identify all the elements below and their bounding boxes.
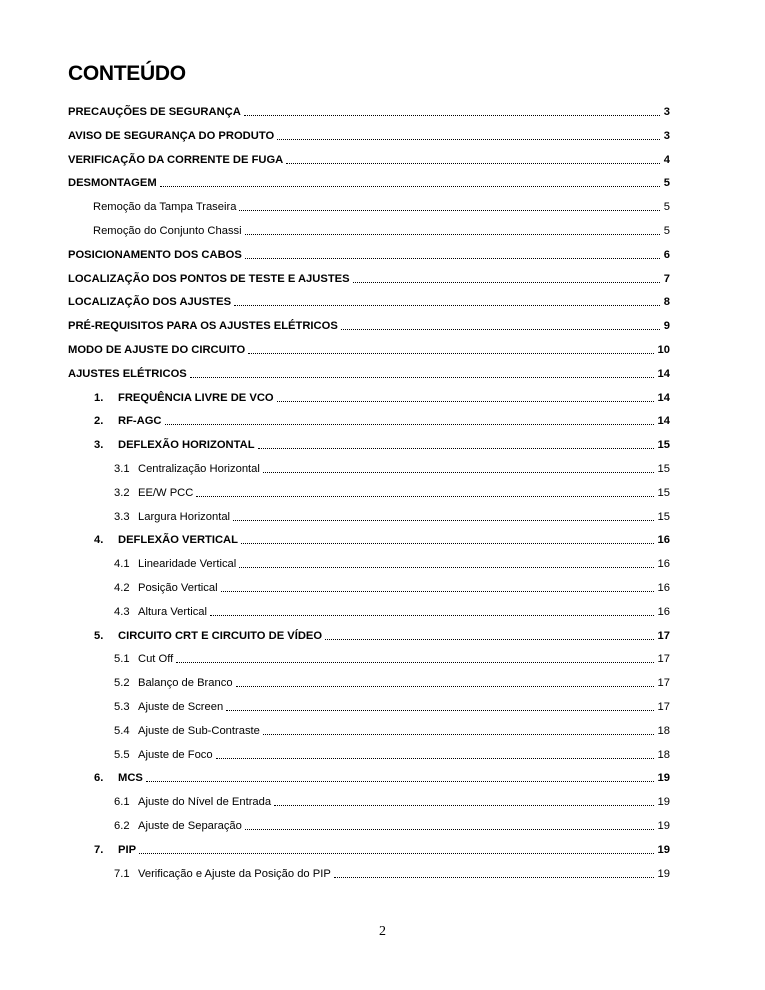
toc-entry bbox=[114, 720, 670, 738]
toc-entry-page: 18 bbox=[657, 748, 670, 761]
toc-entry-page: 9 bbox=[663, 320, 670, 333]
dot-leader bbox=[334, 877, 654, 878]
toc-entry-number: 3. bbox=[94, 439, 104, 452]
toc-entry bbox=[68, 125, 670, 143]
toc-entry-label: VERIFICAÇÃO DA CORRENTE DE FUGA bbox=[68, 153, 284, 166]
dot-leader bbox=[353, 282, 660, 283]
toc-entry-number: 3.3 bbox=[114, 510, 130, 523]
toc-entry bbox=[114, 577, 670, 595]
dot-leader bbox=[277, 401, 654, 402]
toc-entry-page: 5 bbox=[663, 225, 670, 237]
toc-entry-page: 17 bbox=[657, 677, 670, 690]
toc-entry-label: Largura Horizontal bbox=[138, 510, 231, 523]
toc-entry bbox=[114, 744, 670, 762]
toc-entry bbox=[114, 672, 670, 690]
toc-entry-label: DEFLEXÃO VERTICAL bbox=[118, 534, 238, 547]
toc-entry-label: Ajuste de Screen bbox=[138, 701, 224, 713]
toc-entry-page: 17 bbox=[657, 629, 670, 642]
toc-entry-label: Ajuste do Nível de Entrada bbox=[138, 796, 272, 809]
toc-entry-number: 7. bbox=[94, 843, 104, 856]
toc-entry-label: AVISO DE SEGURANÇA DO PRODUTO bbox=[68, 129, 275, 142]
toc-entry-page: 15 bbox=[657, 463, 670, 475]
toc-entry-number: 4. bbox=[94, 534, 104, 547]
toc-entry-page: 18 bbox=[657, 724, 670, 737]
toc-entry-page: 14 bbox=[657, 391, 670, 404]
page-title: CONTEÚDO bbox=[68, 62, 186, 85]
toc-entry bbox=[114, 553, 670, 571]
toc-entry-label: EE/W PCC bbox=[138, 486, 194, 499]
toc-entry-page: 16 bbox=[657, 582, 670, 594]
dot-leader bbox=[216, 758, 654, 759]
toc-entry-page: 19 bbox=[657, 843, 670, 856]
toc-entry bbox=[68, 244, 670, 262]
dot-leader bbox=[245, 234, 660, 235]
toc-entry bbox=[68, 172, 670, 190]
toc-entry-label: Ajuste de Separação bbox=[138, 820, 242, 832]
toc-entry-page: 8 bbox=[663, 296, 670, 309]
toc-entry bbox=[114, 458, 670, 476]
toc-entry-label: POSICIONAMENTO DOS CABOS bbox=[68, 248, 242, 261]
toc-entry-number: 6.1 bbox=[114, 796, 130, 809]
toc-entry bbox=[114, 815, 670, 833]
toc-entry bbox=[94, 529, 670, 547]
toc-entry-page: 19 bbox=[657, 820, 670, 832]
toc-entry-label: DESMONTAGEM bbox=[68, 177, 157, 190]
dot-leader bbox=[239, 210, 659, 211]
dot-leader bbox=[241, 543, 654, 544]
dot-leader bbox=[226, 710, 653, 711]
dot-leader bbox=[258, 448, 654, 449]
toc-entry-number: 1. bbox=[94, 391, 104, 404]
toc-entry bbox=[93, 196, 670, 214]
toc-entry-label: RF-AGC bbox=[118, 415, 162, 428]
toc-entry-number: 3.1 bbox=[114, 463, 130, 475]
toc-entry-label: Cut Off bbox=[138, 653, 174, 666]
toc-entry-page: 7 bbox=[663, 272, 670, 285]
toc-entry-number: 3.2 bbox=[114, 486, 130, 499]
dot-leader bbox=[196, 496, 653, 497]
toc-entry-label: CIRCUITO CRT E CIRCUITO DE VÍDEO bbox=[118, 629, 323, 642]
toc-entry-number: 6.2 bbox=[114, 820, 130, 832]
toc-entry-page: 15 bbox=[657, 510, 670, 523]
toc-entry-number: 5.2 bbox=[114, 677, 130, 690]
toc-entry-page: 17 bbox=[657, 701, 670, 713]
toc-entry-label: Verificação e Ajuste da Posição do PIP bbox=[138, 867, 331, 880]
toc-entry-label: PRÉ-REQUISITOS PARA OS AJUSTES ELÉTRICOS bbox=[68, 320, 338, 333]
toc-entry-label: Ajuste de Foco bbox=[138, 748, 213, 761]
dot-leader bbox=[233, 520, 654, 521]
dot-leader bbox=[221, 591, 654, 592]
toc-entry-number: 7.1 bbox=[114, 867, 130, 880]
dot-leader bbox=[248, 353, 653, 354]
dot-leader bbox=[190, 377, 654, 378]
toc-entry-label: Balanço de Branco bbox=[138, 677, 233, 690]
toc-entry bbox=[94, 434, 670, 452]
toc-entry-page: 15 bbox=[657, 439, 670, 452]
toc-entry-number: 5.4 bbox=[114, 724, 130, 737]
toc-entry-label: Linearidade Vertical bbox=[138, 558, 237, 571]
page-number: 2 bbox=[379, 924, 386, 939]
dot-leader bbox=[274, 805, 653, 806]
toc-entry-number: 4.3 bbox=[114, 605, 130, 618]
toc-entry bbox=[94, 410, 670, 428]
toc-entry-number: 2. bbox=[94, 415, 104, 428]
toc-entry bbox=[93, 220, 670, 238]
toc-entry-label: Remoção da Tampa Traseira bbox=[93, 201, 237, 214]
toc-entry-number: 5.3 bbox=[114, 701, 130, 713]
dot-leader bbox=[263, 734, 654, 735]
toc-entry-label: PRECAUÇÕES DE SEGURANÇA bbox=[68, 106, 241, 118]
toc-entry-page: 4 bbox=[663, 153, 670, 166]
toc-entry bbox=[114, 482, 670, 500]
dot-leader bbox=[165, 424, 654, 425]
dot-leader bbox=[263, 472, 654, 473]
toc-entry bbox=[114, 791, 670, 809]
toc-entry-page: 16 bbox=[657, 605, 670, 618]
dot-leader bbox=[325, 639, 653, 640]
dot-leader bbox=[244, 115, 660, 116]
toc-entry bbox=[94, 387, 670, 405]
toc-entry-page: 16 bbox=[657, 534, 670, 547]
dot-leader bbox=[234, 305, 660, 306]
toc-entry-label: PIP bbox=[118, 843, 137, 856]
toc-entry bbox=[68, 101, 670, 119]
toc-entry bbox=[114, 863, 670, 881]
toc-entry-page: 3 bbox=[663, 129, 670, 142]
toc-entry-number: 5.1 bbox=[114, 653, 130, 666]
toc-entry-page: 19 bbox=[657, 867, 670, 880]
toc-entry bbox=[94, 767, 670, 785]
toc-entry-page: 5 bbox=[663, 177, 670, 190]
dot-leader bbox=[210, 615, 654, 616]
toc-entry-number: 6. bbox=[94, 772, 104, 785]
toc-entry-page: 6 bbox=[663, 248, 670, 261]
dot-leader bbox=[341, 329, 660, 330]
toc-entry bbox=[68, 149, 670, 167]
toc-entry-page: 15 bbox=[657, 486, 670, 499]
toc-entry-label: LOCALIZAÇÃO DOS AJUSTES bbox=[68, 296, 232, 309]
toc-entry-label: Altura Vertical bbox=[138, 605, 208, 618]
toc-entry bbox=[68, 291, 670, 309]
toc-entry-page: 17 bbox=[657, 653, 670, 666]
dot-leader bbox=[176, 662, 653, 663]
dot-leader bbox=[245, 258, 660, 259]
dot-leader bbox=[160, 186, 660, 187]
toc-entry-page: 5 bbox=[663, 201, 670, 214]
toc-entry bbox=[114, 648, 670, 666]
toc-entry-label: Remoção do Conjunto Chassi bbox=[93, 225, 242, 237]
toc-entry bbox=[68, 268, 670, 286]
toc-entry-page: 19 bbox=[657, 796, 670, 809]
dot-leader bbox=[139, 853, 654, 854]
toc-entry-page: 14 bbox=[657, 367, 670, 380]
toc-entry-label: DEFLEXÃO HORIZONTAL bbox=[118, 439, 255, 452]
toc-entry-page: 19 bbox=[657, 772, 670, 785]
toc-entry-number: 4.2 bbox=[114, 582, 130, 594]
toc-entry-label: MODO DE AJUSTE DO CIRCUITO bbox=[68, 344, 246, 356]
toc-entry-label: MCS bbox=[118, 772, 143, 785]
toc-entry-label: AJUSTES ELÉTRICOS bbox=[68, 367, 187, 380]
toc-entry bbox=[68, 363, 670, 381]
toc-entry-label: Posição Vertical bbox=[138, 582, 218, 594]
toc-entry bbox=[94, 625, 670, 643]
toc-entry bbox=[68, 339, 670, 357]
dot-leader bbox=[236, 686, 654, 687]
toc-entry-number: 4.1 bbox=[114, 558, 130, 571]
toc-entry-label: Centralização Horizontal bbox=[138, 463, 260, 475]
toc-entry-page: 10 bbox=[657, 344, 670, 356]
toc-entry bbox=[114, 696, 670, 714]
toc-entry-number: 5.5 bbox=[114, 748, 130, 761]
toc-entry-page: 16 bbox=[657, 558, 670, 571]
toc-entry-label: LOCALIZAÇÃO DOS PONTOS DE TESTE E AJUSTES bbox=[68, 272, 350, 285]
toc-entry-page: 3 bbox=[663, 106, 670, 118]
dot-leader bbox=[286, 163, 660, 164]
toc-entry bbox=[94, 839, 670, 857]
toc-entry-label: FREQUÊNCIA LIVRE DE VCO bbox=[118, 391, 274, 404]
dot-leader bbox=[239, 567, 653, 568]
toc-entry bbox=[114, 601, 670, 619]
toc-entry bbox=[68, 315, 670, 333]
toc-entry-number: 5. bbox=[94, 629, 104, 642]
dot-leader bbox=[245, 829, 654, 830]
dot-leader bbox=[146, 781, 654, 782]
toc-entry bbox=[114, 506, 670, 524]
toc-entry-label: Ajuste de Sub-Contraste bbox=[138, 724, 260, 737]
dot-leader bbox=[277, 139, 660, 140]
toc-entry-page: 14 bbox=[657, 415, 670, 428]
